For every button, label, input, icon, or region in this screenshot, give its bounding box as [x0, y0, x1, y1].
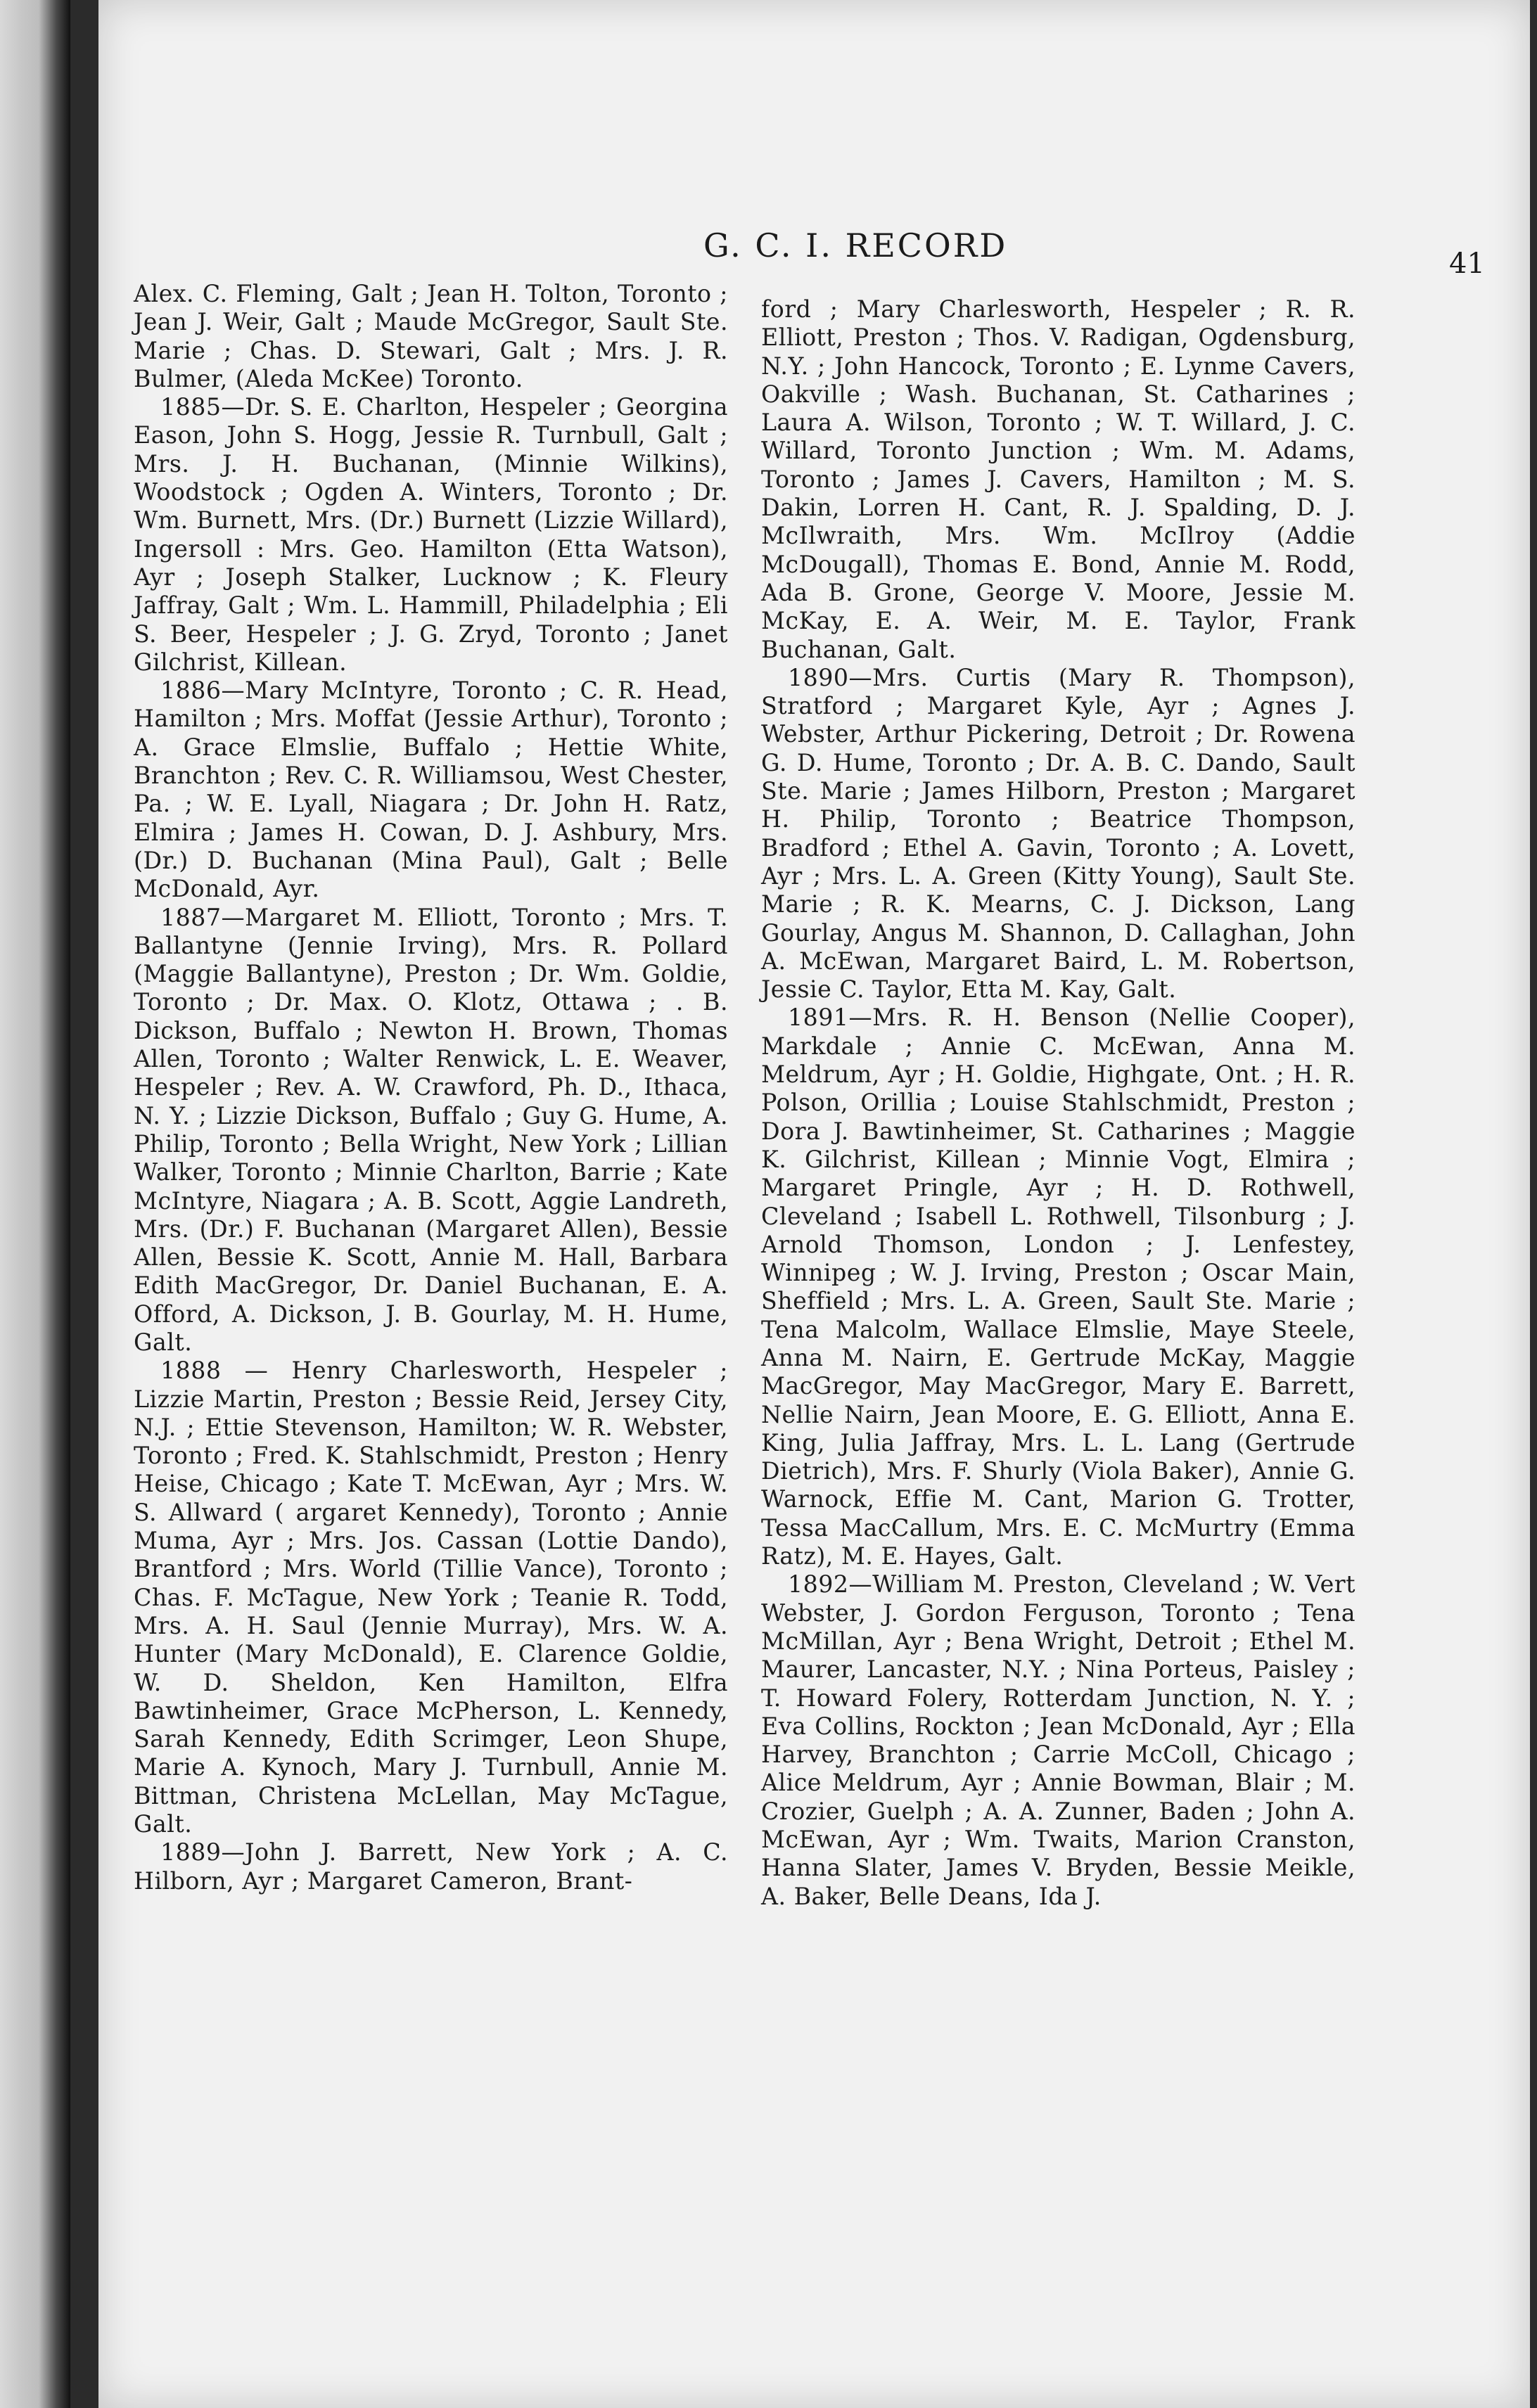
paragraph-1887: 1887—Margaret M. Elliott, Toronto ; Mrs. T. Ballantyne (Jennie Irving), Mrs. R. Pollard (Maggie Ballantyne), Preston ; Dr. Wm. Goldie, Toronto ; Dr. Max. O. Klotz, Ottawa ; . B. Dickson, Buffalo ; Newton H. Brown, Thomas Allen, Toronto ; Walter Renwick, L. E. Weaver, Hespeler ; Rev. A. W. Crawford, Ph. D., Ithaca, N. Y. ; Lizzie Dickson, Buffalo ; Guy G. Hume, A. Philip, Toronto ; Bella Wright, New York ; Lillian Walker, Toronto ; Minnie Charlton, Barrie ; Kate McIntyre, Niagara ; A. B. Scott, Aggie Landreth, Mrs. (Dr.) F. Buchanan (Margaret Allen), Bessie Allen, Bessie K. Scott, Annie M. Hall, Barbara Edith MacGregor, Dr. Daniel Buchanan, E. A. Offord, A. Dickson, J. B. Gourlay, M. H. Hume, Galt. — [134, 903, 728, 1356]
paragraph-1888: 1888 — Henry Charlesworth, Hespeler ; Lizzie Martin, Preston ; Bessie Reid, Jersey City, N.J. ; Ettie Stevenson, Hamilton; W. R. Webster, Toronto ; Fred. K. Stahlschmidt, Preston ; Henry Heise, Chicago ; Kate T. McEwan, Ayr ; Mrs. W. S. Allward ( argaret Kennedy), Toronto ; Annie Muma, Ayr ; Mrs. Jos. Cassan (Lottie Dando), Brantford ; Mrs. World (Tillie Vance), Toronto ; Chas. F. McTague, New York ; Teanie R. Todd, Mrs. A. H. Saul (Jennie Murray), Mrs. W. A. Hunter (Mary McDonald), E. Clarence Goldie, W. D. Sheldon, Ken Hamilton, Elfra Bawtinheimer, Grace McPherson, L. Kennedy, Sarah Kennedy, Edith Scrimger, Leon Shupe, Marie A. Kynoch, Mary J. Turnbull, Annie M. Bittman, Christena McLellan, May McTague, Galt. — [134, 1357, 728, 1838]
paragraph-1889: 1889—John J. Barrett, New York ; A. C. Hilborn, Ayr ; Margaret Cameron, Brant- — [134, 1838, 728, 1895]
paragraph-1886: 1886—Mary McIntyre, Toronto ; C. R. Head, Hamilton ; Mrs. Moffat (Jessie Arthur), Toronto ; A. Grace Elmslie, Buffalo ; Hettie White, Branchton ; Rev. C. R. Williamsou, West Chester, Pa. ; W. E. Lyall, Niagara ; Dr. John H. Ratz, Elmira ; James H. Cowan, D. J. Ashbury, Mrs. (Dr.) D. Buchanan (Mina Paul), Galt ; Belle McDonald, Ayr. — [134, 677, 728, 903]
right-column — [761, 295, 1356, 1911]
page-number: 41 — [1449, 248, 1485, 280]
paragraph-1892: 1892—William M. Preston, Cleveland ; W. Vert Webster, J. Gordon Ferguson, Toronto ; Tena McMillan, Ayr ; Bena Wright, Detroit ; Ethel M. Maurer, Lancaster, N.Y. ; Nina Porteus, Paisley ; T. Howard Folery, Rotterdam Junction, N. Y. ; Eva Collins, Rockton ; Jean McDonald, Ayr ; Ella Harvey, Branchton ; Carrie McColl, Chicago ; Alice Meldrum, Ayr ; Annie Bowman, Blair ; M. Crozier, Guelph ; A. A. Zunner, Baden ; John A. McEwan, Ayr ; Wm. Twaits, Marion Cranston, Hanna Slater, James V. Bryden, Bessie Meikle, A. Baker, Belle Deans, Ida J. — [761, 1570, 1356, 1910]
book-spine-edge — [0, 0, 70, 2408]
paragraph-continued: ford ; Mary Charlesworth, Hespeler ; R. R. Elliott, Preston ; Thos. V. Radigan, Ogdensburg, N.Y. ; John Hancock, Toronto ; E. Lynme Cavers, Oakville ; Wash. Buchanan, St. Catharines ; Laura A. Wilson, Toronto ; W. T. Willard, J. C. Willard, Toronto Junction ; Wm. M. Adams, Toronto ; James J. Cavers, Hamilton ; M. S. Dakin, Lorren H. Cant, R. J. Spalding, D. J. McIlwraith, Mrs. Wm. McIlroy (Addie McDougall), Thomas E. Bond, Annie M. Rodd, Ada B. Grone, George V. Moore, Jessie M. McKay, E. A. Weir, M. E. Taylor, Frank Buchanan, Galt. — [761, 295, 1356, 663]
paragraph: Alex. C. Fleming, Galt ; Jean H. Tolton, Toronto ; Jean J. Weir, Galt ; Maude McGregor, Sault Ste. Marie ; Chas. D. Stewari, Galt ; Mrs. J. R. Bulmer, (Aleda McKee) Toronto. — [134, 280, 728, 392]
paragraph-1885: 1885—Dr. S. E. Charlton, Hespeler ; Georgina Eason, John S. Hogg, Jessie R. Turnbull, Galt ; Mrs. J. H. Buchanan, (Minnie Wilkins), Woodstock ; Ogden A. Winters, Toronto ; Dr. Wm. Burnett, Mrs. (Dr.) Burnett (Lizzie Willard), Ingersoll : Mrs. Geo. Hamilton (Etta Watson), Ayr ; Joseph Stalker, Lucknow ; K. Fleury Jaffray, Galt ; Wm. L. Hammill, Philadelphia ; Eli S. Beer, Hespeler ; J. G. Zryd, Toronto ; Janet Gilchrist, Killean. — [134, 393, 728, 676]
left-column — [134, 280, 728, 1895]
paragraph-1891: 1891—Mrs. R. H. Benson (Nellie Cooper), Markdale ; Annie C. McEwan, Anna M. Meldrum, Ayr ; H. Goldie, Highgate, Ont. ; H. R. Polson, Orillia ; Louise Stahlschmidt, Preston ; Dora J. Bawtinheimer, St. Catharines ; Maggie K. Gilchrist, Killean ; Minnie Vogt, Elmira ; Margaret Pringle, Ayr ; H. D. Rothwell, Cleveland ; Isabell L. Rothwell, Tilsonburg ; J. Arnold Thomson, London ; J. Lenfestey, Winnipeg ; W. J. Irving, Preston ; Oscar Main, Sheffield ; Mrs. L. A. Green, Sault Ste. Marie ; Tena Malcolm, Wallace Elmslie, Maye Steele, Anna M. Nairn, E. Gertrude McKay, Maggie MacGregor, May MacGregor, Mary E. Barrett, Nellie Nairn, Jean Moore, E. G. Elliott, Anna E. King, Julia Jaffray, Mrs. L. L. Lang (Gertrude Dietrich), Mrs. F. Shurly (Viola Baker), Annie G. Warnock, Effie M. Cant, Marion G. Trotter, Tessa MacCallum, Mrs. E. C. McMurtry (Emma Ratz), M. E. Hayes, Galt. — [761, 1004, 1356, 1570]
running-header: G. C. I. RECORD — [703, 226, 1008, 264]
paragraph-1890: 1890—Mrs. Curtis (Mary R. Thompson), Stratford ; Margaret Kyle, Ayr ; Agnes J. Webster, Arthur Pickering, Detroit ; Dr. Rowena G. D. Hume, Toronto ; Dr. A. B. C. Dando, Sault Ste. Marie ; James Hilborn, Preston ; Margaret H. Philip, Toronto ; Beatrice Thompson, Bradford ; Ethel A. Gavin, Toronto ; A. Lovett, Ayr ; Mrs. L. A. Green (Kitty Young), Sault Ste. Marie ; R. K. Mearns, C. J. Dickson, Lang Gourlay, Angus M. Shannon, D. Callaghan, John A. McEwan, Margaret Baird, L. M. Robertson, Jessie C. Taylor, Etta M. Kay, Galt. — [761, 663, 1356, 1004]
